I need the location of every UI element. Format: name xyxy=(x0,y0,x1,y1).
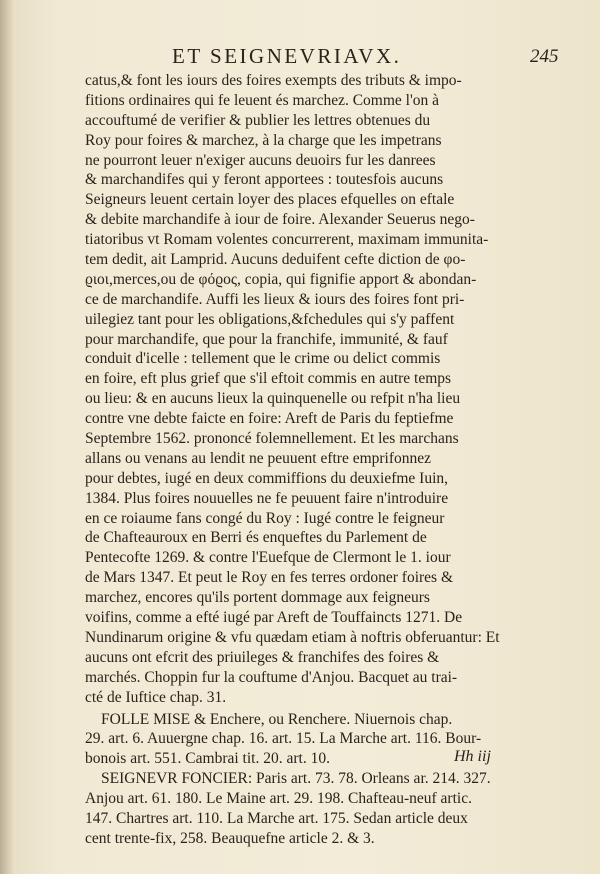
entry-line: SEIGNEVR FONCIER: Paris art. 73. 78. Orleans ar. 214. 327. xyxy=(101,770,491,788)
text-line: cté de Iuftice chap. 31. xyxy=(85,688,227,706)
entry-line: FOLLE MISE & Enchere, ou Renchere. Niuernois chap. xyxy=(101,710,453,728)
text-line: en foire, eft plus grief que s'il eftoit commis en autre temps xyxy=(85,370,452,388)
running-title: ET SEIGNEVRIAVX. xyxy=(172,44,402,68)
text-line: ou lieu: & en aucuns lieux la quinquenelle ou refpit n'ha lieu xyxy=(85,390,461,408)
text-line: Seigneurs leuent certain loyer des places efquelles on eftale xyxy=(85,191,455,209)
text-line: voifins, comme a efté iugé par Areft de Touffaincts 1271. De xyxy=(85,609,463,627)
text-line: tem dedit, ait Lamprid. Aucuns deduifent cefte diction de φο- xyxy=(85,251,466,269)
entry-line: cent trente-fix, 258. Beauquefne article 2. & 3. xyxy=(85,829,375,847)
entry-line: 147. Chartres art. 110. La Marche art. 175. Sedan article deux xyxy=(85,809,468,827)
text-line: ϱιοι,merces,ou de φόϱος, copia, qui fignifie apport & abondan- xyxy=(85,270,477,288)
text-line: uilegiez tant pour les obligations,&fchedules qui s'y paffent xyxy=(85,310,455,328)
text-line: pour debtes, iugé en deux commiffions du deuxiefme Iuin, xyxy=(85,469,449,487)
text-line: allans ou venans au lendit ne peuuent eftre emprifonnez xyxy=(85,449,432,467)
page-number: 245 xyxy=(530,46,559,67)
text-line: Roy pour foires & marchez, à la charge que les impetrans xyxy=(85,131,442,149)
page-gutter xyxy=(0,0,14,874)
text-line: 1384. Plus foires nouuelles ne fe peuuent faire n'introduire xyxy=(85,489,449,507)
text-line: tiatoribus vt Romam volentes concurrerent, maximam immunita- xyxy=(85,231,489,249)
text-line: Pentecofte 1269. & contre l'Euefque de Clermont le 1. iour xyxy=(85,549,451,567)
entry-line: Anjou art. 61. 180. Le Maine art. 29. 198. Chafteau-neuf artic. xyxy=(85,790,472,808)
text-line: ne pourront leuer n'exiger aucuns deuoirs fur les danrees xyxy=(85,151,436,169)
text-line: & marchandifes qui y feront apportees : toutesfois aucuns xyxy=(85,171,444,189)
text-line: de Chafteauroux en Berri és enqueftes du Parlement de xyxy=(85,529,427,547)
body-text xyxy=(85,71,515,849)
text-line: contre vne debte faicte en foire: Areft de Paris du feptiefme xyxy=(85,410,454,428)
entry-line: 29. art. 6. Auuergne chap. 16. art. 15. La Marche art. 116. Bour- xyxy=(85,730,482,748)
text-line: marchés. Choppin fur la couftume d'Anjou. Bacquet au trai- xyxy=(85,668,458,686)
page-header xyxy=(0,44,600,68)
text-line: marchez, encores qu'ils portent dommage aux feigneurs xyxy=(85,589,430,607)
text-line: pour marchandife, que pour la franchife, immunité, & fauf xyxy=(85,330,448,348)
text-line: accouftumé de verifier & publier les lettres obtenues du xyxy=(85,111,431,129)
text-line: & debite marchandife à iour de foire. Alexander Seuerus nego- xyxy=(85,211,475,229)
text-line: Septembre 1562. prononcé folemnellement. Et les marchans xyxy=(85,430,459,448)
text-line: fitions ordinaires qui fe leuent és marchez. Comme l'on à xyxy=(85,91,440,109)
text-line: aucuns ont efcrit des priuileges & franchifes des foires & xyxy=(85,648,440,666)
entry-line: bonois art. 551. Cambrai tit. 20. art. 10. xyxy=(85,750,330,768)
text-line: de Mars 1347. Et peut le Roy en fes terres ordoner foires & xyxy=(85,569,454,587)
text-line: ce de marchandife. Auffi les lieux & iours des foires font pri- xyxy=(85,290,465,308)
text-line: Nundinarum origine & vfu quædam etiam à noftris obferuantur: Et xyxy=(85,628,500,646)
text-line: catus,& font les iours des foires exempts des tributs & impo- xyxy=(85,72,462,89)
text-line: en ce roiaume fans congé du Roy : Iugé contre le feigneur xyxy=(85,509,445,527)
text-line: conduit d'icelle : tellement que le crime ou delict commis xyxy=(85,350,441,368)
signature-mark: Hh iij xyxy=(454,748,491,765)
